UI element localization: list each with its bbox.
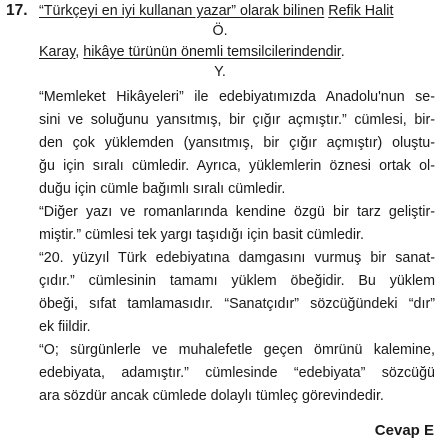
underlined-phrase-subject: “Türkçeyi en iyi kullanan yazar” olarak bilinen — [39, 3, 325, 19]
underlined-phrase-predicate: hikâye türünün önemli temsilcilerindendir — [83, 44, 341, 60]
explanation-line-10: “20. yüzyıl Türk edebiyatına damgasını vurmuş bir sanat- — [39, 250, 435, 266]
explanation-line-7: duğu için cümle bağımlı sıralı cümledir. — [39, 181, 286, 197]
explanation-line-3: “Memleket Hikâyeleri” ile edebiyatımızda Anadolu'nun se- — [39, 89, 435, 105]
explanation-line-11: çıdır.” cümlesinin tamamı yüklem öbeğidir. Bu yüklem — [39, 273, 435, 289]
explanation-line-13: ek fiildir. — [39, 319, 91, 335]
sentence-line-2: Karay, hikâye türünün önemli temsilcilerindendir. — [39, 44, 345, 60]
explanation-line-15: edebiyata, adamıştır.” cümlesinde “edebiyata” sözcüğü — [39, 365, 435, 381]
marker-y: Y. — [214, 64, 226, 80]
explanation-line-4: sini ve soluğunu yansıtmış, bir çığır açmıştır.” cümlesi, bir- — [39, 112, 435, 128]
underlined-phrase-name: Refik Halit — [328, 3, 394, 19]
explanation-line-16: ara sözdür ancak cümlede dolaylı tümleç görevindedir. — [39, 388, 384, 404]
underlined-phrase-surname: Karay — [39, 44, 76, 60]
explanation-line-14: “O; sürgünlerle ve muhalefetle geçen ömrünü kalemine, — [39, 342, 435, 358]
answer-label: Cevap E — [374, 422, 434, 439]
explanation-line-5: den çok yüklemden (yansıtmış, bir çığır açmıştır) oluştu- — [39, 135, 435, 151]
marker-o: Ö. — [212, 23, 228, 39]
question-number: 17. — [6, 2, 28, 19]
sentence-line-1 — [39, 2, 393, 20]
explanation-line-9: miştir.” cümlesi tek yargı taşıdığı için basit cümledir. — [39, 227, 364, 243]
explanation-line-6: ğu için sıralı cümledir. Ayrıca, yüklemlerin öznesi ortak ol- — [39, 158, 435, 174]
explanation-line-12: öbeği, sıfat tamlamasıdır. “Sanatçıdır” sözcüğündeki “dır” — [39, 296, 435, 312]
explanation-line-8: “Diğer yazı ve romanlarında kendine özgü bir tarz geliştir- — [39, 204, 435, 220]
